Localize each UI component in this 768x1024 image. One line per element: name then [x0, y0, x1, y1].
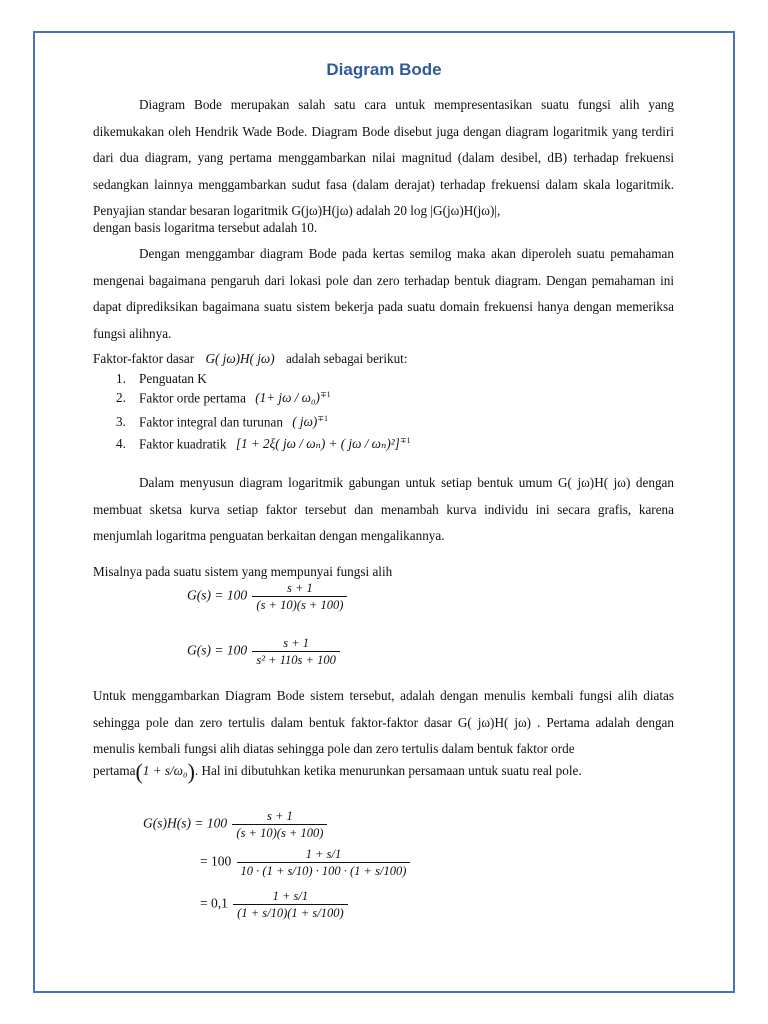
equation-5: = 0,1 $\frac{1 + s/1}{(1 + s/10)(1 + s/100)}$ — [200, 888, 350, 921]
factors-intro-line — [93, 351, 408, 367]
list-item: 1. Penguatan K — [116, 371, 207, 386]
paragraph-example: Misalnya pada suatu sistem yang mempunyai fungsi alih — [93, 564, 393, 579]
equation-1: G(s) = 100 $\frac{s + 1}{(s + 10)(s + 100)}$ — [187, 580, 349, 613]
factors-intro: Faktor-faktor dasar — [93, 351, 195, 366]
page-title: Diagram Bode — [326, 60, 442, 79]
equation-2: G(s) = 100 $\frac{s + 1}{\text{s² + 110s + 100}}$ — [187, 635, 342, 668]
list-item: 3. Faktor integral dan turunan ( jω)$^{\mp 1}$ — [116, 414, 328, 430]
factors-expression: G( jω)H( jω) — [205, 351, 275, 366]
list-item: 2. Faktor orde pertama $(1+ j\omega / \omega_0)^{\mp 1}$ — [116, 390, 331, 406]
factors-intro-tail: adalah sebagai berikut: — [285, 351, 408, 366]
paragraph-general-form: Dalam menyusun diagram logaritmik gabungan untuk setiap bentuk umum G( jω)H( jω) dengan membuat sketsa kurva setiap faktor tersebut dan menambah kurva individu ini secara grafis, karena menjumlah logaritma penguatan berkaitan dengan mengalikannya. — [93, 475, 674, 543]
paragraph-semilog: Dengan menggambar diagram Bode pada kertas semilog maka akan diperoleh suatu pemahaman mengenai bagaimana pengaruh dari lokasi pole dan zero terhadap bentuk diagram. Dengan pemahaman ini dapat diprediksikan bagaimana suatu sistem bekerja pada suatu domain frekuensi hanya dengan memeriksa fungsi alihnya. — [93, 246, 674, 341]
list-item: 4. Faktor kuadratik [1 + 2ξ( jω / ωₙ) + ( jω / ωₙ)²]$^{\mp 1}$ — [116, 436, 411, 452]
equation-4: = 100 $\frac{1 + s/1}{10 \cdot (1 + s/10) \cdot 100 \cdot (1 + s/100)}$ — [200, 846, 412, 879]
equation-3: G(s)H(s) = 100 $\frac{s + 1}{(s + 10)(s + 100)}$ — [143, 808, 329, 841]
paragraph-intro-end: dengan basis logaritma tersebut adalah 10. — [93, 220, 318, 235]
paragraph-intro: Diagram Bode merupakan salah satu cara untuk mempresentasikan suatu fungsi alih yang dikemukakan oleh Hendrik Wade Bode. Diagram Bode disebut juga dengan diagram logaritmik yang terdiri dari dua diagram, yang pertama menggambarkan nilai magnitud (dalam desibel, dB) terhadap frekuensi sedangkan lainnya menggambarkan sudut fasa (dalam derajat) terhadap frekuensi dalam skala logaritmik. Penyajian standar besaran logaritmik G(jω)H(jω) adalah 20 log |G(jω)H(jω)|, — [93, 97, 674, 218]
first-order-line: pertama(1 + s/ω₀). Hal ini dibutuhkan ketika menurunkan persamaan untuk suatu real pole. — [93, 759, 582, 784]
paragraph-rewrite: Untuk menggambarkan Diagram Bode sistem tersebut, adalah dengan menulis kembali fungsi alih diatas sehingga pole dan zero tertulis dalam bentuk faktor-faktor dasar G( jω)H( jω) . Pertama adalah dengan menulis kembali fungsi alih diatas sehingga pole dan zero tertulis dalam bentuk faktor orde — [93, 688, 674, 756]
